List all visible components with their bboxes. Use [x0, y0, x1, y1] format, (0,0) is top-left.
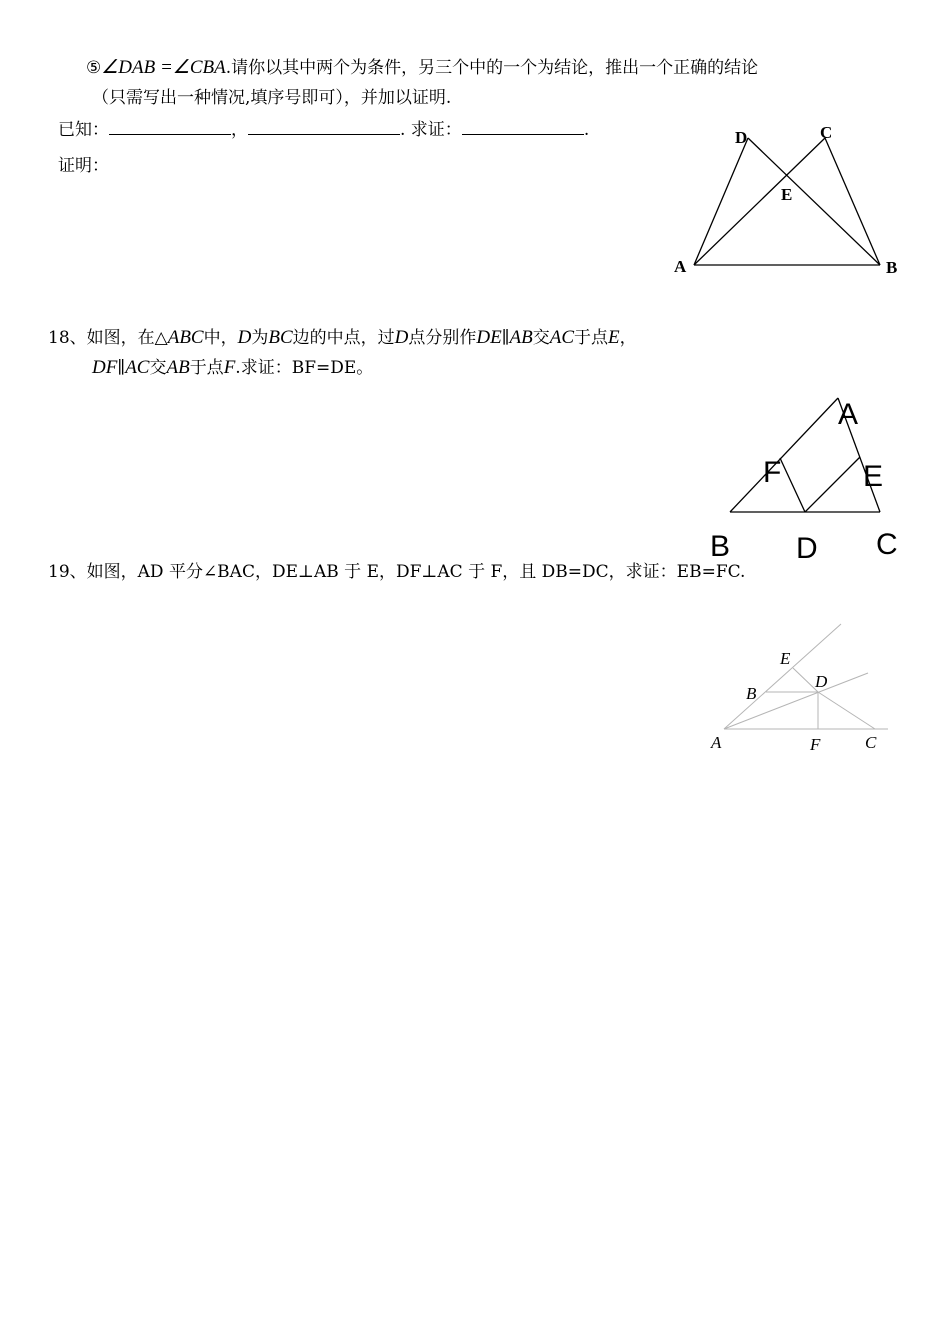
term-d: D: [394, 327, 409, 348]
term-f: F: [223, 357, 236, 378]
label-d: D: [815, 672, 828, 691]
label-e: E: [780, 649, 791, 668]
term-ab: AB: [166, 357, 190, 378]
text: 于点: [189, 358, 224, 378]
label-d: D: [796, 532, 818, 565]
proof-label: 证明：: [58, 156, 109, 176]
label-b: B: [710, 530, 731, 563]
label-d: D: [735, 128, 748, 147]
segment-dc: [818, 692, 875, 729]
label-f: F: [810, 735, 821, 754]
label-b: B: [886, 258, 898, 277]
period: .: [583, 120, 590, 140]
q17-instruction: .请你以其中两个为条件，另三个中的一个为结论，推出一个正确的结论: [225, 58, 759, 78]
text: 于点: [574, 328, 609, 348]
known-label: 已知：: [58, 120, 109, 140]
text: 为: [251, 328, 269, 348]
label-a: A: [674, 257, 687, 276]
parallel-symbol: ∥: [501, 328, 510, 348]
label-c: C: [876, 528, 898, 561]
text: 点分别作: [408, 328, 477, 348]
label-a: A: [711, 733, 722, 752]
text: 交: [149, 358, 167, 378]
q19-statement: 19、如图，AD 平分∠BAC，DE⊥AB 于 E，DF⊥AC 于 F，且 DB=DC，求证：EB=FC.: [48, 562, 746, 582]
angle-expression: ∠DAB =∠CBA: [101, 57, 226, 78]
label-c: C: [820, 123, 833, 142]
term-bc: BC: [268, 327, 293, 348]
term-df: DF: [92, 357, 118, 378]
label-b: B: [746, 684, 757, 703]
prove-label: . 求证：: [400, 120, 462, 140]
text: 中，: [203, 328, 238, 348]
text: 交: [532, 328, 550, 348]
label-f: F: [763, 456, 782, 489]
label-a: A: [838, 398, 859, 431]
q17-instruction-line2: （只需写出一种情况,填序号即可），并加以证明.: [92, 88, 452, 108]
term-de: DE: [476, 327, 502, 348]
comma: ，: [231, 120, 248, 140]
label-e: E: [863, 460, 884, 493]
text: ，: [619, 328, 637, 348]
term-ac: AC: [549, 327, 575, 348]
term-abc: ABC: [167, 327, 204, 348]
circled-number-5: ⑤: [86, 58, 102, 78]
term-ac: AC: [125, 357, 150, 378]
label-e: E: [781, 185, 793, 204]
q18-number: 18、如图，在△: [48, 328, 168, 348]
q18-prove-statement: .求证：BF=DE。: [235, 358, 374, 378]
term-e: E: [608, 327, 620, 348]
label-c: C: [865, 733, 877, 752]
term-d: D: [237, 327, 252, 348]
parallel-symbol: ∥: [117, 358, 126, 378]
term-ab: AB: [509, 327, 533, 348]
text: 边的中点，过: [292, 328, 395, 348]
